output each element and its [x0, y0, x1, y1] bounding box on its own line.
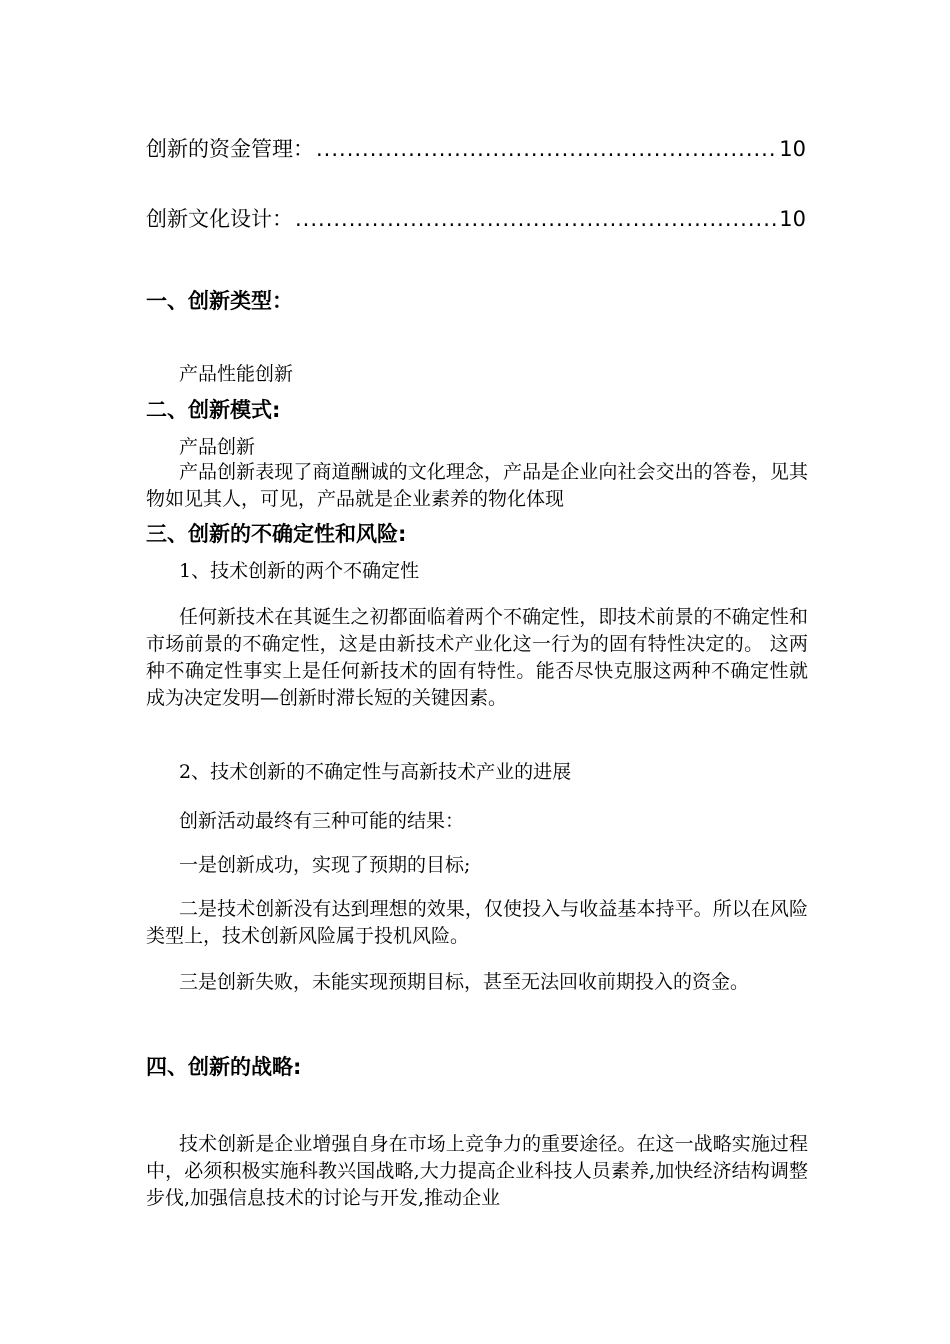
toc-entry-page: 10 [779, 207, 806, 231]
toc-entry-funding[interactable] [146, 135, 806, 163]
paragraph: 二是技术创新没有达到理想的效果，仅使投入与收益基本持平。所以在风险类型上，技术创新风险属于投机风险。 [146, 898, 808, 947]
toc-entry-title: 创新文化设计： [146, 207, 293, 231]
paragraph: 技术创新是企业增强自身在市场上竞争力的重要途径。在这一战略实施过程中，必须积极实施科教兴国战略,大力提高企业科技人员素养,加快经济结构调整步伐,加强信息技术的讨论与开发,推动企业 [146, 1133, 808, 1209]
section-heading-3: 三、创新的不确定性和风险: [146, 522, 407, 546]
paragraph: 2、技术创新的不确定性与高新技术产业的进展 [179, 761, 572, 783]
paragraph: 一是创新成功，实现了预期的目标; [179, 854, 471, 876]
paragraph: 任何新技术在其诞生之初都面临着两个不确定性，即技术前景的不确定性和市场前景的不确定性，这是由新技术产业化这一行为的固有特性决定的。 这两种不确定性事实上是任何新技术的固有特性。能否尽快克服这两种不确定性就成为决定发明—创新时滞长短的关键因素。 [146, 606, 808, 709]
paragraph: 三是创新失败，未能实现预期目标，甚至无法回收前期投入的资金。 [179, 971, 750, 993]
toc-leader-dots [316, 135, 777, 163]
paragraph: 产品创新 [179, 436, 256, 458]
paragraph: 产品性能创新 [179, 363, 294, 385]
paragraph: 产品创新表现了商道酬诚的文化理念，产品是企业向社会交出的答卷，见其物如见其人，可见，产品就是企业素养的物化体现 [146, 461, 808, 510]
toc-entry-title: 创新的资金管理： [146, 137, 314, 161]
section-heading-4: 四、创新的战略: [146, 1055, 302, 1079]
section-heading-1: 一、创新类型： [146, 289, 293, 313]
paragraph: 1、技术创新的两个不确定性 [179, 560, 420, 582]
section-heading-2: 二、创新模式: [146, 398, 281, 422]
toc-entry-page: 10 [779, 137, 806, 161]
toc-leader-dots [295, 205, 777, 233]
paragraph: 创新活动最终有三种可能的结果： [179, 810, 465, 832]
toc-entry-culture[interactable] [146, 205, 806, 233]
